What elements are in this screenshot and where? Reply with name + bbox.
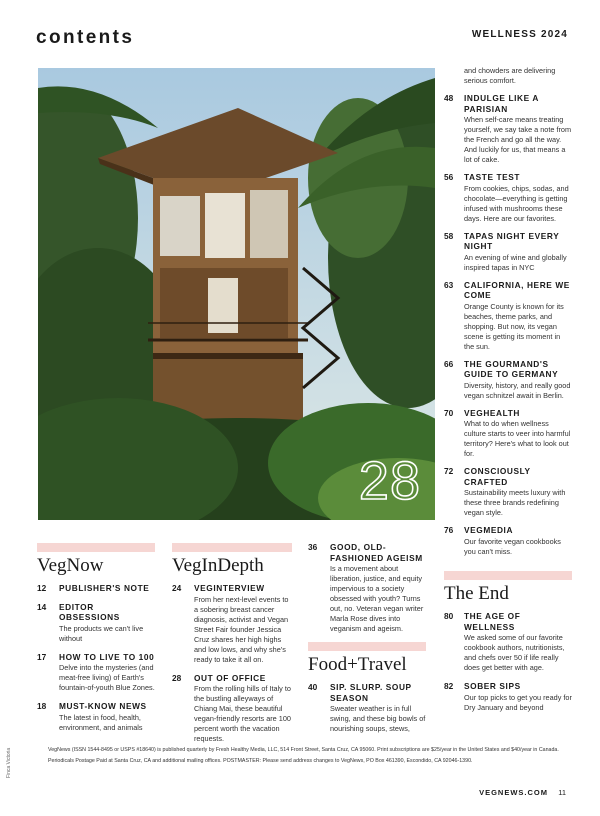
entry-page: 40 <box>308 682 318 692</box>
toc-entry[interactable] <box>444 525 572 557</box>
entry-title: HOW TO LIVE TO 100 <box>59 651 155 662</box>
entry-title: GOOD, OLD-FASHIONED AGEISM <box>330 542 423 563</box>
entry-page: 63 <box>444 279 454 290</box>
toc-entry[interactable] <box>172 583 292 665</box>
entry-page: 66 <box>444 358 454 369</box>
entry-title: THE AGE OF WELLNESS <box>464 611 521 632</box>
toc-entry[interactable] <box>172 673 292 745</box>
section-theend <box>444 571 572 721</box>
section-title: VegInDepth <box>172 555 264 576</box>
entry-title: TAPAS NIGHT EVERY NIGHT <box>464 230 560 251</box>
entry-title: CALIFORNIA, HERE WE COME <box>464 279 570 300</box>
entry-desc: Our top picks to get you ready for Dry January and beyond <box>464 692 572 712</box>
entry-page: 72 <box>444 466 454 476</box>
right-column <box>444 66 572 557</box>
section-divider <box>308 642 426 651</box>
toc-entry[interactable] <box>444 408 572 460</box>
entry-desc: We asked some of our favorite cookbook authors, nutritionists, and chefs over 50 if life really does get better with age. <box>464 633 565 672</box>
toc-entry[interactable] <box>444 681 572 713</box>
continued-text: and chowders are delivering serious comfort. <box>464 66 556 85</box>
toc-entry[interactable] <box>37 602 155 644</box>
page-number-overlay: 28 <box>358 451 421 511</box>
section-vegnow <box>37 543 155 741</box>
entry-page: 70 <box>444 407 454 418</box>
entry-title: CONSCIOUSLY CRAFTED <box>464 466 531 487</box>
entry-page: 24 <box>172 583 182 593</box>
toc-entry[interactable] <box>444 231 572 273</box>
entry-desc: From cookies, chips, sodas, and chocolate—everything is getting infused with mushrooms these days. Here are our favorites. <box>464 183 569 223</box>
entry-title: INDULGE LIKE A PARISIAN <box>464 93 539 114</box>
section-divider <box>444 571 572 580</box>
entry-page: 17 <box>37 651 47 662</box>
entry-desc: The products we can't live without <box>59 623 144 643</box>
toc-entry[interactable] <box>444 172 572 224</box>
section-title: VegNow <box>37 555 104 576</box>
entry-title: OUT OF OFFICE <box>194 672 266 683</box>
toc-entry[interactable] <box>308 542 426 634</box>
page-title: contents <box>36 27 135 48</box>
toc-entry[interactable] <box>444 280 572 352</box>
section-divider <box>172 543 292 552</box>
toc-entry[interactable] <box>37 652 155 694</box>
issue-label: WELLNESS 2024 <box>471 29 568 40</box>
entry-title: MUST-KNOW NEWS <box>59 701 147 711</box>
entry-desc: The latest in food, health, environment, and animals <box>59 712 143 732</box>
entry-desc: An evening of wine and globally inspired tapas in NYC <box>464 252 567 272</box>
entry-title: VEGINTERVIEW <box>194 583 265 593</box>
entry-desc: Is a movement about liberation, justice, and equity impervious to a society obsessed with youth? Turns out, no. Veteran vegan writer Marla Rose dives into veganism and ageism. <box>330 564 424 633</box>
entry-title: PUBLISHER'S NOTE <box>59 583 150 593</box>
section-divider <box>37 543 155 552</box>
toc-entry[interactable] <box>444 466 572 518</box>
entry-desc: Delve into the mysteries (and meat-free living) of Earth's fountain-of-youth Blue Zones. <box>59 663 155 692</box>
entry-desc: What to do when wellness culture starts to veer into harmful territory? Here's what to look out for. <box>464 419 571 458</box>
photo-credit: Finca Victoria <box>6 747 12 778</box>
legal-notice: VegNews (ISSN 1544-8495 or USPS #18640) is published quarterly by Fresh Healthy Media, LLC, 514 Front Street, Santa Cruz, CA 95060. Print subscriptions are $25/year in the United States and $40/year in Canada. Periodicals Postage Paid at Santa Cruz, CA and additional mailing offices. POSTMASTER: Please send address changes to VegNews, PO Box 461390, Escondido, CA 92046-1390. <box>48 747 559 764</box>
site-url[interactable]: VEGNEWS.COM <box>479 788 548 797</box>
entry-page: 58 <box>444 230 454 241</box>
entry-desc: Sweater weather is in full swing, and these big bowls of nourishing soups, stews, <box>330 704 426 733</box>
toc-entry[interactable] <box>444 93 572 165</box>
entry-page: 28 <box>172 672 182 683</box>
entry-desc: Our favorite vegan cookbooks you can't miss. <box>464 536 561 556</box>
entry-page: 14 <box>37 601 47 612</box>
entry-desc: From the rolling hills of Italy to the bustling alleyways of Chiang Mai, these beautiful vegan-friendly resorts are 100 percent worth the vacation requests. <box>194 684 291 743</box>
entry-title: THE GOURMAND'S GUIDE TO GERMANY <box>464 358 559 379</box>
entry-desc: Orange County is known for its beaches, theme parks, and shopping. But now, its vegan scene is getting its moment in the sun. <box>464 301 564 351</box>
entry-desc: Diversity, history, and really good vegan schnitzel await in Berlin. <box>464 380 571 400</box>
section-food-travel <box>308 642 426 734</box>
toc-entry[interactable] <box>308 682 426 734</box>
entry-page: 56 <box>444 172 454 182</box>
entry-page: 48 <box>444 93 454 103</box>
entry-desc: Sustainability meets luxury with these three brands redefining vegan style. <box>464 488 566 517</box>
folio-page-number: 11 <box>558 788 566 797</box>
entry-title: TASTE TEST <box>464 172 521 182</box>
section-mid-column <box>308 542 426 742</box>
toc-entry[interactable] <box>37 701 155 733</box>
section-title: Food+Travel <box>308 654 407 675</box>
section-title: The End <box>444 583 509 604</box>
entry-title: VEGMEDIA <box>464 525 514 535</box>
section-veginpdepth <box>172 543 292 752</box>
entry-title: VEGHEALTH <box>464 407 520 418</box>
entry-page: 36 <box>308 542 318 552</box>
entry-page: 12 <box>37 583 47 593</box>
entry-page: 18 <box>37 701 47 711</box>
entry-title: EDITOR OBSESSIONS <box>59 601 120 622</box>
entry-title: SOBER SIPS <box>464 681 521 691</box>
cover-photo[interactable] <box>38 68 435 520</box>
toc-entry[interactable] <box>444 359 572 401</box>
entry-desc: From her next-level events to a sobering breast cancer diagnosis, activist and Vegan Street Fair founder Jessica Cruz shares her high highs and low lows, and why she's ready to take it all on. <box>194 594 289 664</box>
entry-title: SIP. SLURP. SOUP SEASON <box>330 682 412 703</box>
toc-entry[interactable] <box>37 583 155 594</box>
toc-entry[interactable] <box>444 611 572 673</box>
entry-page: 80 <box>444 611 454 621</box>
entry-page: 82 <box>444 681 454 691</box>
entry-page: 76 <box>444 525 454 535</box>
entry-desc: When self-care means treating yourself, we say take a note from the French and go all the way. And luckily for us, that means a lot of cake. <box>464 115 572 164</box>
